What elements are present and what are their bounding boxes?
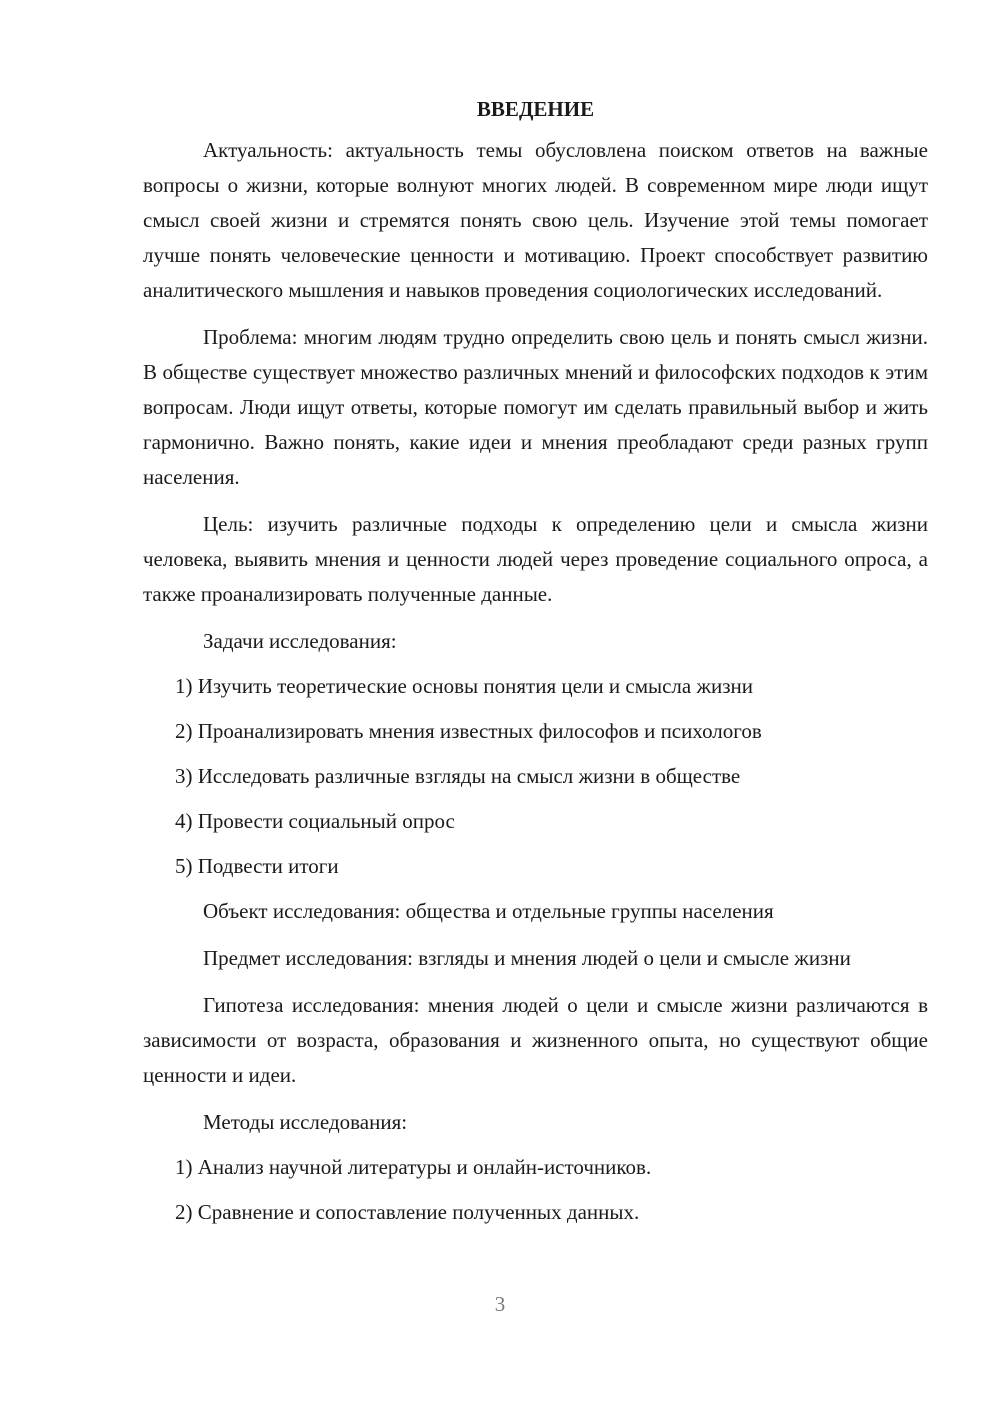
problem-paragraph: Проблема: многим людям трудно определить свою цель и понять смысл жизни. В обществе существует множество различных мнений и философских подходов к этим вопросам. Люди ищут ответы, которые помогут им сделать правильный выбор и жить гармонично. Важно понять, какие идеи и мнения преобладают среди разных групп населения. [143,325,928,489]
goal-paragraph: Цель: изучить различные подходы к определению цели и смысла жизни человека, выявить мнения и ценности людей через проведение социального опроса, а также проанализировать полученные данные. [143,512,928,606]
hypothesis-paragraph: Гипотеза исследования: мнения людей о цели и смысле жизни различаются в зависимости от возраста, образования и жизненного опыта, но существуют общие ценности и идеи. [143,993,928,1087]
list-item: 2) Сравнение и сопоставление полученных данных. [175,1200,640,1224]
relevance-paragraph: Актуальность: актуальность темы обусловлена поиском ответов на важные вопросы о жизни, которые волнуют многих людей. В современном мире люди ищут смысл своей жизни и стремятся понять свою цель. Изучение этой темы помогает лучше понять человеческие ценности и мотивацию. Проект способствует развитию аналитического мышления и навыков проведения социологических исследований. [143,138,928,302]
list-item: 3) Исследовать различные взгляды на смысл жизни в обществе [175,764,741,788]
list-item: 4) Провести социальный опрос [175,809,455,833]
tasks-heading: Задачи исследования: [203,629,397,653]
list-item: 1) Изучить теоретические основы понятия цели и смысла жизни [175,674,753,698]
page-title: ВВЕДЕНИЕ [476,97,595,121]
subject-paragraph: Предмет исследования: взгляды и мнения людей о цели и смысле жизни [203,946,851,970]
methods-list [143,1150,928,1230]
list-item: 2) Проанализировать мнения известных философов и психологов [175,719,762,743]
list-item: 5) Подвести итоги [175,854,339,878]
document-page [143,92,928,1240]
methods-heading: Методы исследования: [203,1110,408,1134]
object-paragraph: Объект исследования: общества и отдельные группы населения [203,899,774,923]
page-number: 3 [494,1292,506,1316]
tasks-list [143,669,928,884]
list-item: 1) Анализ научной литературы и онлайн-источников. [175,1155,652,1179]
